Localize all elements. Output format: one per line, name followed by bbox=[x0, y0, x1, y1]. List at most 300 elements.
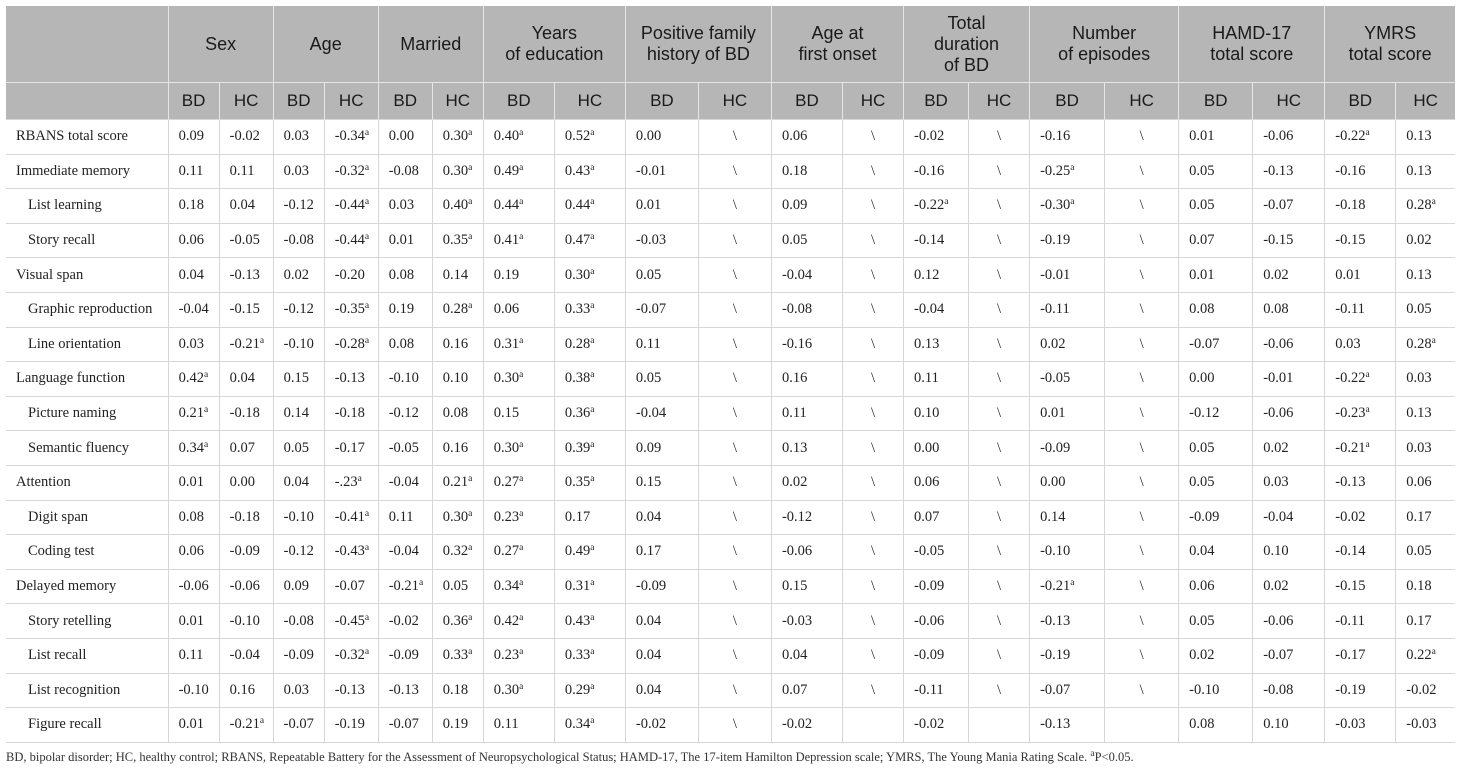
significance-mark: a bbox=[519, 128, 524, 139]
cell-value: 0.08 bbox=[388, 335, 415, 352]
table-cell bbox=[378, 431, 432, 466]
significance-mark: a bbox=[364, 197, 370, 208]
table-cell bbox=[1253, 258, 1325, 293]
row-label: Immediate memory bbox=[6, 154, 168, 189]
table-cell bbox=[904, 258, 969, 293]
significance-mark: a bbox=[1070, 162, 1075, 173]
table-cell bbox=[625, 362, 698, 397]
cell-value: 0.09 bbox=[178, 128, 204, 145]
cell-value: 0.42 bbox=[178, 370, 204, 387]
table-cell bbox=[698, 673, 771, 708]
cell-value: 0.04 bbox=[635, 612, 662, 629]
table-cell bbox=[324, 120, 378, 155]
table-cell bbox=[378, 638, 432, 673]
row-label: RBANS total score bbox=[6, 120, 168, 155]
table-cell bbox=[273, 258, 324, 293]
cell-value: 0.05 bbox=[1189, 612, 1215, 629]
table-cell bbox=[698, 465, 771, 500]
cell-value: \ bbox=[870, 128, 875, 145]
cell-value: 0.05 bbox=[1189, 439, 1215, 456]
group-header: Age bbox=[273, 6, 378, 83]
significance-mark: a bbox=[468, 301, 473, 312]
table-cell bbox=[554, 292, 625, 327]
table-cell bbox=[842, 708, 903, 743]
table-cell bbox=[168, 292, 219, 327]
cell-value: 0.18 bbox=[178, 197, 204, 214]
subheader-hc: HC bbox=[219, 83, 273, 120]
table-cell bbox=[1105, 431, 1179, 466]
table-cell bbox=[771, 673, 842, 708]
subheader-hc: HC bbox=[1105, 83, 1179, 120]
row-label: Attention bbox=[6, 465, 168, 500]
table-cell bbox=[1030, 120, 1105, 155]
cell-value: 0.29 bbox=[564, 681, 591, 698]
cell-value: 0.03 bbox=[283, 128, 310, 145]
table-cell bbox=[698, 362, 771, 397]
cell-value: -0.08 bbox=[781, 301, 813, 318]
cell-value: -0.07 bbox=[635, 301, 667, 318]
table-cell bbox=[168, 189, 219, 224]
cell-value: -0.09 bbox=[388, 647, 419, 664]
subheader-bd: BD bbox=[1179, 83, 1253, 120]
cell-value: 0.12 bbox=[914, 266, 940, 283]
table-cell bbox=[1396, 604, 1455, 639]
significance-mark: a bbox=[519, 508, 524, 519]
table-cell bbox=[483, 223, 554, 258]
table-cell bbox=[969, 258, 1030, 293]
table-cell bbox=[1253, 604, 1325, 639]
table-cell bbox=[771, 500, 842, 535]
cell-value: \ bbox=[870, 647, 875, 664]
subheader-bd: BD bbox=[1325, 83, 1396, 120]
cell-value: \ bbox=[1139, 301, 1144, 318]
table-cell bbox=[554, 465, 625, 500]
significance-mark: a bbox=[519, 197, 524, 208]
table-cell bbox=[1179, 604, 1253, 639]
table-cell bbox=[168, 431, 219, 466]
significance-mark: a bbox=[364, 612, 370, 623]
cell-value: -0.12 bbox=[283, 301, 314, 318]
cell-value: -0.06 bbox=[1263, 405, 1294, 422]
table-cell bbox=[1105, 500, 1179, 535]
table-cell bbox=[1253, 292, 1325, 327]
cell-value: 0.01 bbox=[178, 474, 204, 491]
cell-value: -0.08 bbox=[388, 162, 419, 179]
significance-mark: a bbox=[590, 162, 595, 173]
table-cell bbox=[771, 327, 842, 362]
subheader-bd: BD bbox=[483, 83, 554, 120]
table-cell bbox=[1030, 327, 1105, 362]
cell-value: 0.09 bbox=[283, 578, 310, 595]
cell-value: 0.09 bbox=[781, 197, 808, 214]
cell-value: \ bbox=[870, 266, 875, 283]
significance-mark: a bbox=[590, 370, 595, 381]
cell-value: 0.30 bbox=[493, 370, 520, 387]
table-cell bbox=[698, 292, 771, 327]
cell-value: 0.34 bbox=[178, 439, 204, 456]
cell-value: \ bbox=[732, 612, 737, 629]
significance-mark: a bbox=[1431, 647, 1436, 658]
cell-value: -0.15 bbox=[1263, 232, 1294, 249]
cell-value: 0.01 bbox=[178, 612, 204, 629]
table-cell bbox=[771, 431, 842, 466]
cell-value: 0.44 bbox=[493, 197, 520, 214]
cell-value: 0.10 bbox=[914, 405, 940, 422]
table-cell bbox=[771, 223, 842, 258]
group-header: YMRS total score bbox=[1325, 6, 1455, 83]
table-cell bbox=[969, 673, 1030, 708]
table-cell bbox=[698, 604, 771, 639]
table-cell bbox=[698, 535, 771, 570]
significance-mark: a bbox=[944, 197, 949, 208]
table-cell bbox=[483, 708, 554, 743]
table-cell bbox=[969, 535, 1030, 570]
cell-value: \ bbox=[997, 439, 1002, 456]
significance-mark: a bbox=[468, 197, 473, 208]
cell-value: -0.02 bbox=[914, 128, 945, 145]
group-header: HAMD-17 total score bbox=[1179, 6, 1325, 83]
cell-value: -0.06 bbox=[1263, 335, 1294, 352]
cell-value: 0.32 bbox=[442, 543, 469, 560]
table-cell bbox=[1253, 708, 1325, 743]
table-row bbox=[6, 604, 1455, 639]
table-cell bbox=[168, 120, 219, 155]
subheader-hc: HC bbox=[554, 83, 625, 120]
cell-value: 0.40 bbox=[442, 197, 469, 214]
table-cell bbox=[378, 500, 432, 535]
table-cell bbox=[842, 638, 903, 673]
cell-value: 0.04 bbox=[1189, 543, 1215, 560]
table-cell bbox=[1253, 431, 1325, 466]
table-cell bbox=[432, 431, 483, 466]
cell-value: -0.13 bbox=[388, 681, 419, 698]
table-cell bbox=[625, 431, 698, 466]
table-cell bbox=[1396, 189, 1455, 224]
cell-value: 0.13 bbox=[1406, 405, 1432, 422]
table-cell bbox=[969, 223, 1030, 258]
table-cell bbox=[969, 604, 1030, 639]
cell-value: \ bbox=[1139, 405, 1144, 422]
table-cell bbox=[969, 154, 1030, 189]
row-label: List learning bbox=[6, 189, 168, 224]
cell-value: 0.08 bbox=[1189, 301, 1215, 318]
table-cell bbox=[904, 638, 969, 673]
table-cell bbox=[625, 569, 698, 604]
cell-value: 0.31 bbox=[493, 335, 520, 352]
cell-value: -0.17 bbox=[334, 439, 365, 456]
cell-value: -0.10 bbox=[229, 612, 260, 629]
cell-value: -0.06 bbox=[914, 612, 945, 629]
table-cell bbox=[1325, 154, 1396, 189]
table-cell bbox=[1179, 431, 1253, 466]
table-cell bbox=[219, 396, 273, 431]
table-body bbox=[6, 120, 1455, 743]
table-row bbox=[6, 327, 1455, 362]
cell-value: 0.00 bbox=[1040, 474, 1066, 491]
cell-value: -0.04 bbox=[178, 301, 209, 318]
table-cell bbox=[324, 154, 378, 189]
table-cell bbox=[842, 673, 903, 708]
table-cell bbox=[432, 396, 483, 431]
cell-value: \ bbox=[870, 578, 875, 595]
table-cell bbox=[842, 500, 903, 535]
cell-value: 0.28 bbox=[564, 335, 591, 352]
cell-value: -0.02 bbox=[914, 716, 945, 733]
table-cell bbox=[273, 362, 324, 397]
table-cell bbox=[483, 500, 554, 535]
table-row bbox=[6, 258, 1455, 293]
cell-value: -0.20 bbox=[334, 266, 365, 283]
table-cell bbox=[1325, 292, 1396, 327]
significance-mark: a bbox=[364, 301, 370, 312]
cell-value: 0.41 bbox=[493, 232, 520, 249]
table-cell bbox=[1179, 535, 1253, 570]
cell-value: 0.13 bbox=[1406, 128, 1432, 145]
table-cell bbox=[324, 189, 378, 224]
row-label: Semantic fluency bbox=[6, 431, 168, 466]
cell-value: 0.10 bbox=[1263, 543, 1289, 560]
cell-value: 0.11 bbox=[229, 162, 255, 179]
cell-value: 0.03 bbox=[283, 162, 310, 179]
cell-value: 0.22 bbox=[1406, 647, 1432, 664]
cell-value: 0.33 bbox=[564, 301, 591, 318]
cell-value: \ bbox=[732, 197, 737, 214]
table-cell bbox=[219, 154, 273, 189]
table-cell bbox=[1105, 604, 1179, 639]
table-cell bbox=[1030, 362, 1105, 397]
cell-value: -0.35 bbox=[334, 301, 365, 318]
table-cell bbox=[842, 535, 903, 570]
cell-value: \ bbox=[870, 197, 875, 214]
table-cell bbox=[771, 292, 842, 327]
significance-mark: a bbox=[590, 266, 595, 277]
table-cell bbox=[625, 258, 698, 293]
cell-value: -0.07 bbox=[1263, 647, 1294, 664]
cell-value: \ bbox=[870, 681, 875, 698]
cell-value: -0.04 bbox=[781, 266, 813, 283]
table-cell bbox=[273, 569, 324, 604]
table-cell bbox=[273, 708, 324, 743]
cell-value: 0.28 bbox=[1406, 335, 1432, 352]
cell-value: \ bbox=[732, 681, 737, 698]
significance-mark: a bbox=[364, 508, 370, 519]
table-cell bbox=[219, 638, 273, 673]
row-label: Graphic reproduction bbox=[6, 292, 168, 327]
table-cell bbox=[432, 535, 483, 570]
significance-mark: a bbox=[519, 439, 524, 450]
table-cell bbox=[698, 327, 771, 362]
cell-value: -0.13 bbox=[334, 681, 365, 698]
cell-value: -0.25 bbox=[1040, 162, 1071, 179]
cell-value: -0.16 bbox=[781, 335, 813, 352]
cell-value: -0.15 bbox=[229, 301, 260, 318]
cell-value: 0.03 bbox=[283, 681, 310, 698]
table-cell bbox=[1179, 154, 1253, 189]
table-cell bbox=[1253, 673, 1325, 708]
footnote-tail: P<0.05. bbox=[1094, 750, 1134, 764]
significance-mark: a bbox=[519, 681, 524, 692]
cell-value: 0.07 bbox=[781, 681, 808, 698]
cell-value: 0.01 bbox=[388, 232, 415, 249]
cell-value: -0.09 bbox=[229, 543, 260, 560]
cell-value: 0.49 bbox=[493, 162, 520, 179]
cell-value: 0.05 bbox=[635, 266, 662, 283]
cell-value: \ bbox=[870, 405, 875, 422]
significance-mark: a bbox=[519, 232, 524, 243]
table-cell bbox=[219, 708, 273, 743]
cell-value: 0.01 bbox=[1040, 405, 1066, 422]
table-cell bbox=[219, 465, 273, 500]
cell-value: -0.13 bbox=[1335, 474, 1366, 491]
cell-value: 0.13 bbox=[781, 439, 808, 456]
cell-value: -0.05 bbox=[388, 439, 419, 456]
footnote-text: BD, bipolar disorder; HC, healthy control; RBANS, Repeatable Battery for the Assessment of Neuropsychological Status; HAMD-17, The 17-item Hamilton Depression scale; YMRS, The Young Mania Rating Scale. bbox=[6, 750, 1091, 764]
table-cell bbox=[1325, 569, 1396, 604]
table-cell bbox=[1105, 120, 1179, 155]
table-cell bbox=[771, 154, 842, 189]
cell-value: -0.13 bbox=[334, 370, 365, 387]
row-label: Coding test bbox=[6, 535, 168, 570]
cell-value: \ bbox=[1139, 439, 1144, 456]
cell-value: \ bbox=[997, 335, 1002, 352]
table-cell bbox=[625, 708, 698, 743]
cell-value: -0.18 bbox=[1335, 197, 1366, 214]
cell-value: -0.22 bbox=[1335, 370, 1366, 387]
cell-value: -0.19 bbox=[1040, 232, 1071, 249]
cell-value: 0.11 bbox=[178, 162, 204, 179]
cell-value: 0.39 bbox=[564, 439, 591, 456]
table-cell bbox=[1179, 673, 1253, 708]
cell-value: -0.21 bbox=[1335, 439, 1366, 456]
table-cell bbox=[698, 223, 771, 258]
cell-value: 0.04 bbox=[229, 370, 255, 387]
cell-value: 0.04 bbox=[229, 197, 255, 214]
cell-value: \ bbox=[870, 232, 875, 249]
table-cell bbox=[969, 396, 1030, 431]
cell-value: -0.11 bbox=[1335, 612, 1365, 629]
table-cell bbox=[219, 535, 273, 570]
cell-value: 0.02 bbox=[1263, 266, 1289, 283]
cell-value: 0.27 bbox=[493, 543, 520, 560]
cell-value: 0.11 bbox=[781, 405, 807, 422]
cell-value: 0.06 bbox=[178, 232, 204, 249]
cell-value: 0.17 bbox=[1406, 508, 1432, 525]
cell-value: 0.01 bbox=[1335, 266, 1361, 283]
significance-mark: a bbox=[468, 647, 473, 658]
table-cell bbox=[432, 604, 483, 639]
cell-value: -0.04 bbox=[914, 301, 945, 318]
cell-value: -0.13 bbox=[1040, 612, 1071, 629]
table-cell bbox=[483, 465, 554, 500]
cell-value: -0.15 bbox=[1335, 232, 1366, 249]
cell-value: -0.16 bbox=[914, 162, 945, 179]
table-cell bbox=[219, 500, 273, 535]
table-cell bbox=[1030, 569, 1105, 604]
cell-value: 0.07 bbox=[229, 439, 255, 456]
cell-value: \ bbox=[1139, 647, 1144, 664]
significance-mark: a bbox=[468, 128, 473, 139]
cell-value: 0.16 bbox=[442, 439, 469, 456]
cell-value: 0.05 bbox=[1189, 197, 1215, 214]
table-cell bbox=[273, 223, 324, 258]
table-cell bbox=[904, 500, 969, 535]
cell-value: 0.15 bbox=[283, 370, 310, 387]
cell-value: -0.07 bbox=[1263, 197, 1294, 214]
table-cell bbox=[324, 535, 378, 570]
table-cell bbox=[625, 327, 698, 362]
cell-value: -0.09 bbox=[635, 578, 667, 595]
table-cell bbox=[969, 362, 1030, 397]
cell-value: -0.05 bbox=[1040, 370, 1071, 387]
table-cell bbox=[1179, 708, 1253, 743]
corner-subheader bbox=[6, 83, 168, 120]
group-header: Age at first onset bbox=[771, 6, 903, 83]
table-cell bbox=[1030, 708, 1105, 743]
table-cell bbox=[1030, 223, 1105, 258]
table-cell bbox=[904, 362, 969, 397]
group-header: Total duration of BD bbox=[904, 6, 1030, 83]
cell-value: 0.08 bbox=[388, 266, 415, 283]
significance-mark: a bbox=[203, 370, 209, 381]
table-cell bbox=[324, 500, 378, 535]
table-cell bbox=[1396, 258, 1455, 293]
table-cell bbox=[771, 120, 842, 155]
cell-value: \ bbox=[870, 543, 875, 560]
cell-value: 0.36 bbox=[564, 405, 591, 422]
table-cell bbox=[969, 120, 1030, 155]
significance-mark: a bbox=[519, 162, 524, 173]
table-cell bbox=[625, 292, 698, 327]
cell-value: -0.12 bbox=[283, 543, 314, 560]
table-row bbox=[6, 535, 1455, 570]
cell-value: -0.21 bbox=[229, 335, 260, 352]
table-cell bbox=[1179, 500, 1253, 535]
table-cell bbox=[219, 362, 273, 397]
table-cell bbox=[771, 396, 842, 431]
table-cell bbox=[1325, 223, 1396, 258]
subheader-hc: HC bbox=[698, 83, 771, 120]
significance-mark: a bbox=[519, 335, 524, 346]
table-cell bbox=[1030, 673, 1105, 708]
cell-value: \ bbox=[997, 405, 1002, 422]
cell-value: 0.33 bbox=[564, 647, 591, 664]
table-cell bbox=[432, 569, 483, 604]
significance-mark: a bbox=[364, 335, 370, 346]
table-cell bbox=[168, 465, 219, 500]
cell-value: 0.05 bbox=[1189, 474, 1215, 491]
table-cell bbox=[324, 465, 378, 500]
table-cell bbox=[168, 258, 219, 293]
table-cell bbox=[168, 638, 219, 673]
cell-value: 0.08 bbox=[1263, 301, 1289, 318]
cell-value: 0.18 bbox=[1406, 578, 1432, 595]
table-cell bbox=[324, 327, 378, 362]
cell-value: \ bbox=[997, 162, 1002, 179]
table-cell bbox=[1325, 500, 1396, 535]
table-cell bbox=[273, 638, 324, 673]
table-cell bbox=[273, 431, 324, 466]
cell-value: 0.11 bbox=[388, 508, 414, 525]
table-cell bbox=[1179, 569, 1253, 604]
table-cell bbox=[1179, 327, 1253, 362]
table-cell bbox=[324, 258, 378, 293]
cell-value: 0.00 bbox=[635, 128, 662, 145]
table-cell bbox=[1396, 535, 1455, 570]
cell-value: 0.34 bbox=[493, 578, 520, 595]
cell-value: \ bbox=[1139, 612, 1144, 629]
table-cell bbox=[483, 535, 554, 570]
table-cell bbox=[483, 396, 554, 431]
